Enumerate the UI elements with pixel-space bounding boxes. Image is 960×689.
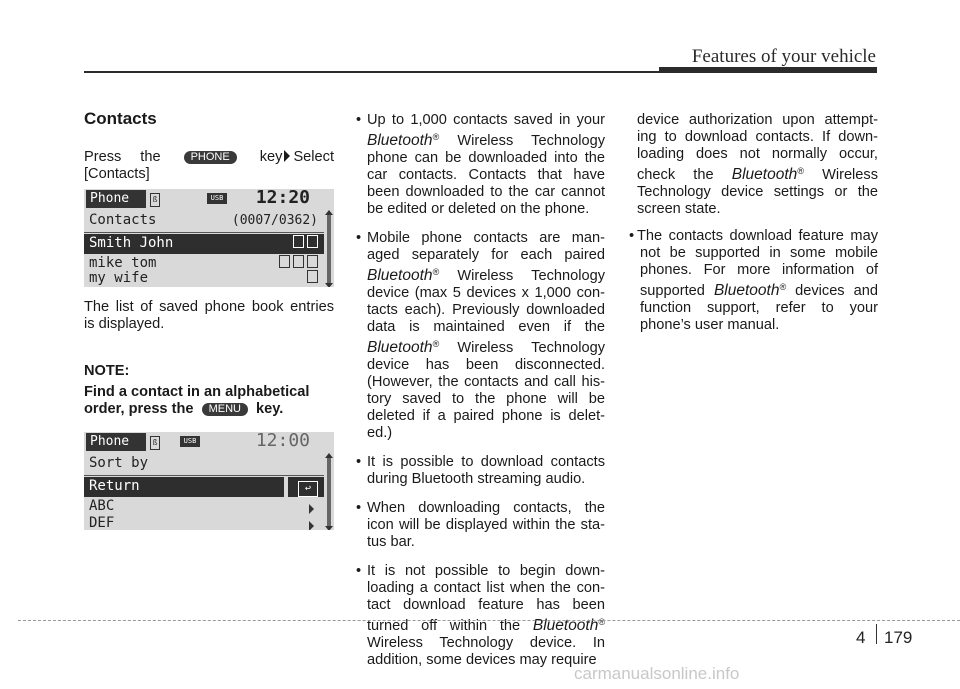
note-pre: order, press the	[84, 401, 194, 417]
divider	[84, 475, 324, 476]
mobile-icon	[307, 270, 318, 283]
contact-name: Smith John	[89, 235, 174, 251]
contact-name: my wife	[89, 270, 149, 286]
mobile-icon	[279, 255, 290, 268]
press-post: key	[259, 149, 283, 165]
screen-title-row	[84, 454, 324, 474]
contact-row[interactable]	[84, 269, 324, 287]
option-label: ABC	[89, 498, 115, 514]
page-number: 179	[884, 628, 913, 647]
phone-tab: Phone	[86, 190, 146, 208]
scrollbar[interactable]	[327, 215, 331, 283]
menu-key-badge: MENU	[202, 403, 248, 416]
press-pre: Press the	[84, 149, 161, 165]
home-icon	[293, 255, 304, 268]
office-icon	[307, 255, 318, 268]
scrollbar[interactable]	[327, 458, 331, 526]
note-line-1: Find a contact in an alphabetical	[84, 384, 310, 400]
clock: 12:00	[255, 432, 310, 451]
return-icon-cell[interactable]	[288, 477, 324, 497]
sort-screen	[84, 432, 334, 530]
screen-title-row	[84, 211, 324, 231]
section-heading: Contacts	[84, 109, 157, 128]
bullet-6: • The contacts download feature may not be supported in some mobile phones. For more information of supported Bluetooth® devices and function support, refer to your phone’s user manual.	[629, 228, 878, 334]
footer-rule	[18, 620, 960, 621]
watermark: carmanualsonline.info	[574, 664, 740, 683]
bullet-4: • When downloading contacts, the icon will be displayed within the sta- tus bar.	[356, 500, 605, 551]
bullet-3: • It is possible to download contacts during Bluetooth streaming audio.	[356, 454, 605, 488]
note-post: key.	[256, 401, 284, 417]
note-heading: NOTE:	[84, 363, 130, 379]
page-number-separator	[876, 624, 877, 644]
bluetooth-icon: ß	[150, 193, 160, 207]
sort-option-return[interactable]	[84, 477, 284, 497]
phone-key-badge: PHONE	[184, 151, 237, 164]
note-line-2	[84, 401, 334, 418]
office-icon	[307, 235, 318, 248]
phone-type-icons	[290, 235, 318, 252]
column-1	[84, 110, 334, 542]
chapter-number: 4	[856, 628, 866, 647]
list-description: The list of saved phone book entries	[84, 299, 334, 315]
contact-row[interactable]	[84, 234, 324, 254]
list-description-2: is displayed.	[84, 316, 165, 332]
contact-count: (0007/0362)	[231, 213, 318, 228]
column-3	[629, 112, 878, 346]
chevron-right-icon	[309, 521, 314, 530]
press-select: Select	[293, 149, 334, 165]
screen-title: Contacts	[89, 212, 157, 228]
contact-name: mike tom	[89, 255, 157, 271]
header-rule-thick	[659, 67, 877, 73]
status-bar	[84, 189, 324, 210]
bullet-2: • Mobile phone contacts are man- aged separately for each paired Bluetooth® Wireless Technology device (max 5 devices x 1,000 con- tacts each). Previously downloaded data is maintained even if the Bluetooth® Wireless Technology device has been disconnected. (However, the contacts and call his- tory saved to the phone will be deleted if a paired phone is delet- ed.)	[356, 230, 605, 442]
phone-tab: Phone	[86, 433, 146, 451]
option-label: DEF	[89, 515, 115, 530]
usb-badge: USB	[180, 436, 200, 447]
sort-option-def[interactable]	[84, 514, 324, 530]
bluetooth-icon: ß	[150, 436, 160, 450]
bullet-1: • Up to 1,000 contacts saved in your Bluetooth® Wireless Technology phone can be downloaded into the car contacts. Contacts that have been downloaded to the car cannot be edited or deleted on the phone.	[356, 112, 605, 218]
usb-badge: USB	[207, 193, 227, 204]
press-line	[84, 149, 334, 166]
chevron-right-icon	[309, 504, 314, 514]
header-title: Features of your vehicle	[691, 46, 876, 67]
contacts-screen	[84, 189, 334, 287]
divider	[84, 232, 324, 233]
header-rule-thin	[84, 71, 659, 73]
clock: 12:20	[255, 189, 310, 208]
arrow-right-icon	[284, 150, 290, 162]
column-2	[356, 112, 605, 681]
bullet-5-continued: device authorization upon attempt- ing to download contacts. If down- loading does not normally occur, check the Bluetooth® Wireless Technology device settings or the screen state.	[637, 112, 879, 217]
press-line-2: [Contacts]	[84, 166, 150, 182]
status-bar	[84, 432, 324, 453]
screen-title: Sort by	[89, 455, 149, 471]
option-label: Return	[89, 478, 140, 494]
return-icon: ↩	[298, 481, 318, 497]
phone-type-icons	[304, 270, 318, 287]
mobile-icon	[293, 235, 304, 248]
bullet-5: • It is not possible to begin down- loading a contact list when the con- tact download feature has been turned off within the Bluetooth® Wireless Technology device. In addition, some devices may require	[356, 563, 605, 669]
